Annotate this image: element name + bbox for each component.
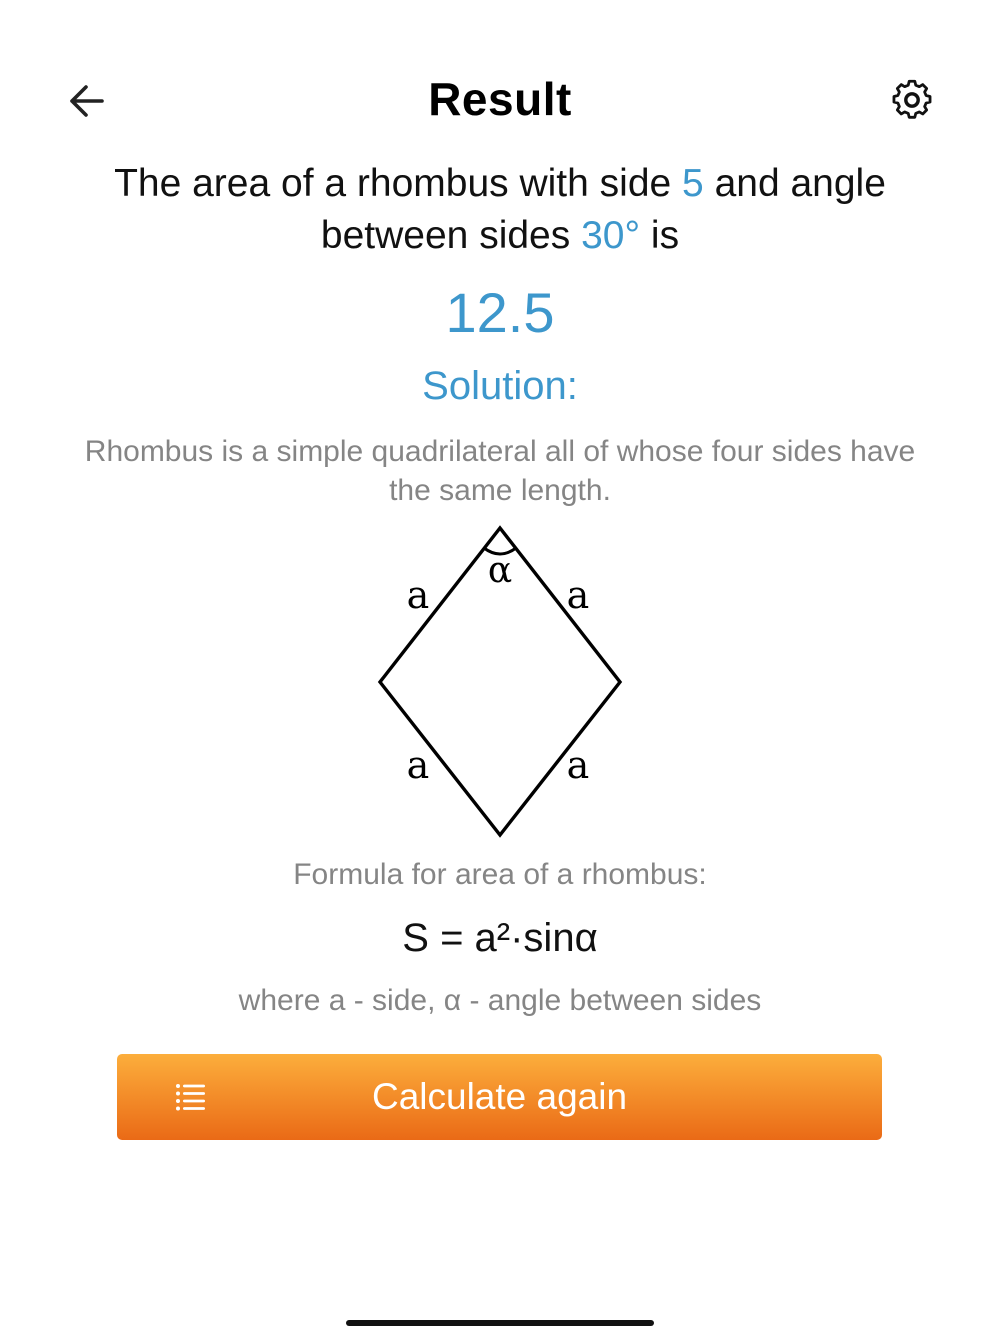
result-value: 12.5 bbox=[445, 281, 555, 344]
solution-description: Rhombus is a simple quadrilateral all of whose four sides have the same length. bbox=[84, 435, 916, 507]
header bbox=[0, 60, 1000, 140]
formula-caption: Formula for area of a rhombus: bbox=[293, 858, 707, 891]
home-indicator[interactable] bbox=[346, 1320, 654, 1326]
solution-title: Solution: bbox=[422, 364, 578, 408]
question-text: The area of a rhombus with side bbox=[114, 162, 683, 205]
question-text: is bbox=[640, 214, 680, 257]
settings-button[interactable] bbox=[884, 76, 940, 126]
result-question bbox=[70, 158, 930, 262]
calculate-again-button[interactable] bbox=[117, 1054, 882, 1140]
rhombus-diagram bbox=[360, 520, 640, 850]
side-label: a bbox=[406, 743, 430, 787]
side-label: a bbox=[566, 743, 590, 787]
angle-label: α bbox=[487, 550, 513, 591]
side-label: a bbox=[566, 573, 590, 617]
angle-value: 30° bbox=[581, 214, 641, 257]
side-value: 5 bbox=[682, 162, 704, 205]
page-title: Result bbox=[428, 73, 572, 125]
formula: S = a²·sinα bbox=[402, 916, 598, 960]
calculate-again-label: Calculate again bbox=[371, 1076, 628, 1117]
question-text: and angle between sides bbox=[320, 162, 886, 257]
gear-icon bbox=[884, 76, 940, 126]
side-label: a bbox=[406, 573, 430, 617]
formula-note: where a - side, α - angle between sides bbox=[238, 984, 762, 1017]
